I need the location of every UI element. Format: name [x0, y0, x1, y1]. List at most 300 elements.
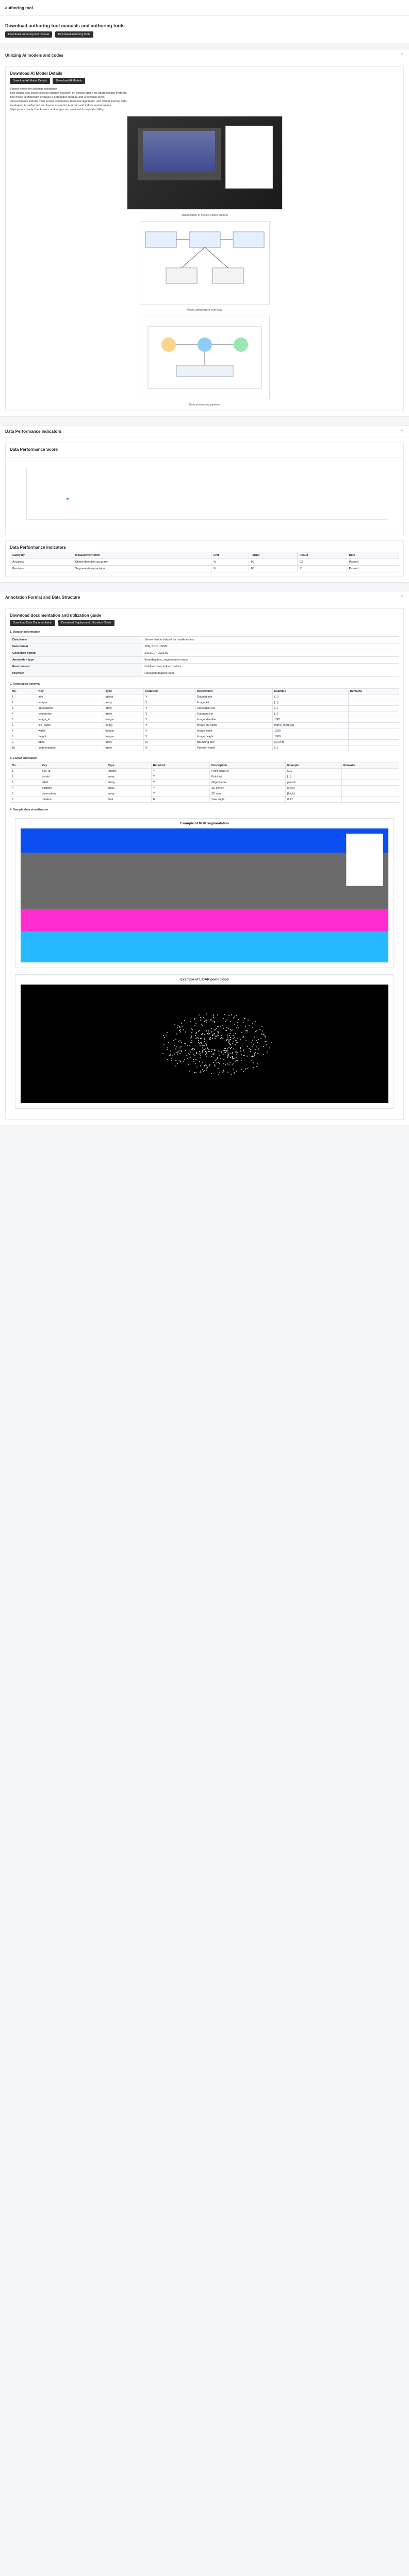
- table-cell: Passed: [347, 566, 399, 572]
- performance-chart: [6, 457, 403, 535]
- lidar-point: [223, 1063, 224, 1064]
- performance-chart-svg: [6, 457, 403, 535]
- lidar-point: [217, 1014, 218, 1015]
- lidar-point: [226, 1020, 227, 1021]
- lidar-point: [218, 1074, 219, 1075]
- lidar-point: [247, 1056, 248, 1057]
- lidar-point: [221, 1035, 222, 1036]
- lidar-point: [214, 1029, 215, 1030]
- lidar-point: [211, 1073, 212, 1074]
- table-cell: Accuracy: [10, 559, 73, 566]
- lidar-point: [209, 1033, 210, 1034]
- lidar-point: [256, 1040, 257, 1041]
- performance-table: [10, 552, 399, 572]
- download-documentation-button[interactable]: Download Data Documentation: [10, 620, 55, 626]
- lidar-point: [235, 1061, 236, 1062]
- lidar-point: [252, 1046, 253, 1047]
- lidar-point: [227, 1035, 228, 1036]
- chevron-up-icon[interactable]: ⌃: [401, 430, 404, 433]
- ai-section-title: Utilizing AI models and codes: [5, 53, 64, 58]
- annotation-section: [0, 591, 409, 1125]
- table-cell: 1920: [272, 728, 348, 734]
- lidar-point: [206, 1020, 207, 1021]
- lidar-point: [231, 1047, 232, 1048]
- lidar-point: [177, 1052, 178, 1053]
- ai-card-title: Download AI Model Details: [10, 71, 62, 76]
- ai-intro-line-2: This model was constructed to support research on sensor fusion for future robotic systems.: [10, 92, 127, 95]
- lidar-point: [193, 1054, 194, 1055]
- lidar-point: [220, 1058, 221, 1059]
- lidar-point: [251, 1060, 252, 1061]
- table-cell: Y: [143, 706, 195, 711]
- table-cell: 4: [10, 786, 40, 791]
- lidar-point: [253, 1062, 254, 1063]
- table-cell: integer: [106, 769, 152, 774]
- lidar-point: [250, 1051, 251, 1052]
- lidar-point: [175, 1065, 176, 1066]
- lidar-point: [194, 1055, 195, 1056]
- table-cell: 90: [249, 559, 297, 566]
- table-cell: Annotation type: [10, 657, 142, 664]
- lidar-point: [217, 1057, 218, 1058]
- table-row: [10, 700, 399, 706]
- lidar-point: [195, 1063, 196, 1064]
- module-box: [166, 268, 197, 283]
- lidar-point: [236, 1054, 237, 1055]
- lidar-point: [238, 1019, 239, 1020]
- lidar-point: [206, 1056, 207, 1057]
- table-cell: array: [106, 786, 152, 791]
- table-cell: Image width: [195, 728, 273, 734]
- lidar-point: [208, 1051, 209, 1052]
- lidar-point: [177, 1054, 178, 1055]
- table-row: [10, 664, 399, 670]
- table-header: Key: [40, 763, 106, 769]
- lidar-point: [209, 1065, 210, 1066]
- table-cell: rotation: [40, 797, 106, 803]
- connector-line: [205, 247, 228, 268]
- lidar-point: [208, 1049, 209, 1050]
- table-row: [10, 650, 399, 657]
- lidar-point: [227, 1057, 228, 1058]
- lidar-point: [215, 1060, 216, 1061]
- lidar-point: [195, 1023, 197, 1024]
- lidar-point: [206, 1013, 207, 1014]
- download-manual-button[interactable]: Download authoring tool manual: [5, 31, 52, 38]
- table-cell: %: [211, 566, 249, 572]
- table-cell: Object label: [210, 780, 286, 786]
- fusion-visualization: [127, 116, 283, 210]
- table-cell: Collection period: [10, 650, 142, 657]
- sample-rgb: [15, 818, 394, 968]
- lidar-schema-title: 3. LiDAR annotation: [10, 757, 38, 760]
- lidar-point: [266, 1044, 267, 1045]
- lidar-point: [200, 1057, 201, 1058]
- table-row: [10, 637, 399, 643]
- lidar-point: [243, 1022, 244, 1023]
- table-cell: Y: [143, 717, 195, 723]
- schema-title: 2. Annotation schema: [10, 683, 40, 686]
- table-cell: array: [106, 774, 152, 780]
- lidar-point: [202, 1050, 203, 1051]
- lidar-point: [219, 1055, 220, 1056]
- table-row: [10, 791, 399, 797]
- lidar-point: [237, 1060, 238, 1061]
- lidar-point: [191, 1037, 192, 1038]
- lidar-point: [215, 1065, 216, 1066]
- table-cell: Y: [143, 711, 195, 717]
- lidar-point: [174, 1054, 175, 1055]
- table-row: [10, 670, 399, 677]
- lidar-point: [249, 1048, 250, 1049]
- table-cell: Passed: [347, 559, 399, 566]
- table-header: Description: [195, 689, 273, 694]
- table-cell: label: [40, 780, 106, 786]
- table-header: Measurement Item: [73, 552, 211, 559]
- table-cell: 1001: [272, 717, 348, 723]
- lidar-point: [230, 1057, 231, 1058]
- lidar-point: [232, 1053, 233, 1054]
- lidar-point: [232, 1052, 233, 1053]
- lidar-point: [226, 1040, 227, 1041]
- lidar-point: [237, 1025, 238, 1026]
- table-cell: 9: [10, 740, 37, 745]
- annotation-card: [5, 608, 404, 1120]
- table-cell: [341, 780, 399, 786]
- lidar-point: [195, 1033, 197, 1034]
- table-row: [10, 723, 399, 728]
- lidar-point: [255, 1052, 256, 1053]
- lidar-point: [205, 1051, 206, 1052]
- lidar-point: [184, 1059, 185, 1060]
- lidar-point: [227, 1063, 228, 1064]
- lidar-point: [202, 1047, 203, 1048]
- lidar-point: [233, 1041, 234, 1042]
- lidar-point: [263, 1054, 264, 1055]
- performance-section-title: Data Performance Indicators: [5, 429, 61, 434]
- lidar-point: [220, 1026, 221, 1027]
- lidar-point: [204, 1039, 205, 1040]
- lidar-point: [188, 1053, 189, 1054]
- lidar-point: [181, 1046, 182, 1047]
- figure1-caption: Visualization of sensor fusion outputs: [181, 214, 228, 217]
- module-box: [189, 232, 220, 247]
- table-cell: JPG, PCD, JSON: [142, 643, 399, 650]
- table-row: [10, 774, 399, 780]
- lidar-point: [206, 1067, 207, 1069]
- lidar-point: [237, 1052, 238, 1053]
- lidar-point: [199, 1014, 200, 1015]
- lidar-point: [164, 1037, 165, 1038]
- lidar-point: [245, 1026, 246, 1027]
- lidar-point: [246, 1040, 247, 1041]
- table-cell: Image height: [195, 734, 273, 740]
- download-tools-button[interactable]: Download authoring tools: [55, 31, 93, 38]
- annotation-card-title: Download documentation and utilization guide: [10, 613, 102, 618]
- lidar-point: [230, 1062, 231, 1063]
- lidar-point: [163, 1044, 165, 1045]
- table-cell: array: [106, 791, 152, 797]
- lidar-point: [243, 1036, 244, 1037]
- lidar-point: [195, 1072, 197, 1073]
- lidar-point: [177, 1025, 178, 1026]
- lidar-point: [214, 1033, 215, 1035]
- lidar-point: [240, 1050, 241, 1052]
- download-ai-details-button[interactable]: Download AI Model Details: [10, 78, 50, 84]
- lidar-point: [179, 1040, 181, 1041]
- lidar-point: [202, 1025, 203, 1026]
- lidar-point: [211, 1028, 212, 1029]
- lidar-point: [200, 1055, 201, 1056]
- lidar-point: [195, 1038, 197, 1039]
- lidar-point: [223, 1071, 224, 1072]
- lidar-point: [211, 1051, 212, 1052]
- table-cell: [...]: [286, 774, 342, 780]
- table-cell: array: [104, 745, 143, 751]
- ai-intro-line-6: Deployment ready checkpoints and scripts are provided for reproducibility.: [10, 108, 105, 111]
- lidar-point: [234, 1037, 235, 1038]
- lidar-point: [229, 1035, 230, 1036]
- lidar-point: [177, 1063, 178, 1064]
- lidar-point: [210, 1037, 211, 1038]
- lidar-point: [256, 1066, 257, 1067]
- table-cell: 501: [286, 769, 342, 774]
- table-cell: 6: [10, 797, 40, 803]
- lidar-point: [227, 1072, 228, 1073]
- table-row: [10, 706, 399, 711]
- table-cell: [341, 774, 399, 780]
- table-cell: [341, 797, 399, 803]
- lidar-point: [240, 1048, 241, 1049]
- performance-section: [0, 425, 409, 583]
- lidar-point: [172, 1055, 173, 1056]
- lidar-point: [218, 1062, 219, 1063]
- lidar-point: [236, 1042, 237, 1043]
- lidar-point: [243, 1071, 244, 1072]
- table-cell: dimensions: [40, 791, 106, 797]
- table-cell: [x,y,w,h]: [272, 740, 348, 745]
- table-header: No.: [10, 689, 37, 694]
- lidar-point: [191, 1040, 192, 1041]
- table-cell: array: [104, 740, 143, 745]
- lidar-point: [186, 1055, 187, 1056]
- lidar-point: [241, 1060, 242, 1061]
- ai-intro-line-5: Evaluation is performed on diverse scenarios in urban and indoor environments.: [10, 104, 112, 107]
- lidar-point: [190, 1057, 191, 1058]
- performance-chart-title: Data Performance Score: [10, 447, 58, 452]
- table-cell: 6: [10, 723, 37, 728]
- chevron-up-icon[interactable]: ⌃: [401, 54, 404, 57]
- table-row: [10, 657, 399, 664]
- lidar-point: [247, 1068, 248, 1069]
- table-cell: Sensor fusion dataset for mobile robots: [142, 637, 399, 643]
- chart-point: [67, 498, 69, 500]
- table-row: [10, 717, 399, 723]
- download-hero: [0, 16, 409, 43]
- lidar-point: [238, 1027, 239, 1028]
- performance-table-title: Data Performance Indicators: [10, 545, 66, 550]
- lidar-point: [219, 1072, 220, 1073]
- lidar-point: [206, 1065, 207, 1066]
- lidar-point: [244, 1055, 245, 1056]
- table-cell: [348, 706, 399, 711]
- table-cell: 92: [297, 559, 347, 566]
- lidar-point: [234, 1024, 235, 1025]
- table-header: Key: [37, 689, 104, 694]
- table-cell: image_id: [37, 717, 104, 723]
- ai-section: [0, 49, 409, 417]
- table-header: Result: [297, 552, 347, 559]
- lidar-point: [176, 1033, 177, 1035]
- lidar-point: [263, 1046, 264, 1047]
- table-cell: annotations: [37, 706, 104, 711]
- meta-table-title: 1. Dataset information: [10, 631, 40, 634]
- table-header: Example: [272, 689, 348, 694]
- table-cell: 8: [10, 734, 37, 740]
- table-cell: integer: [104, 734, 143, 740]
- lidar-point: [265, 1036, 266, 1037]
- lidar-point: [223, 1028, 224, 1029]
- lidar-point: [197, 1066, 198, 1067]
- table-header: Category: [10, 552, 73, 559]
- annotation-section-header[interactable]: [0, 591, 409, 603]
- lidar-point: [213, 1017, 214, 1018]
- lidar-point: [219, 1063, 220, 1064]
- lidar-point: [257, 1042, 258, 1043]
- lidar-point: [244, 1018, 245, 1019]
- table-cell: Data format: [10, 643, 142, 650]
- lidar-point: [228, 1064, 230, 1065]
- lidar-point: [199, 1054, 200, 1055]
- lidar-point: [230, 1039, 231, 1040]
- ai-section-header[interactable]: [0, 49, 409, 61]
- lidar-point: [180, 1031, 181, 1032]
- lidar-point: [227, 1048, 228, 1049]
- lidar-point: [174, 1024, 175, 1025]
- chevron-up-icon[interactable]: ⌃: [401, 596, 404, 599]
- lidar-point: [232, 1057, 233, 1058]
- table-cell: categories: [37, 711, 104, 717]
- lidar-point: [227, 1039, 228, 1040]
- lidar-point: [225, 1021, 226, 1022]
- lidar-point: [206, 1053, 207, 1054]
- lidar-point: [195, 1035, 196, 1036]
- module-box: [145, 232, 176, 247]
- table-cell: Precision: [10, 566, 73, 572]
- lidar-point: [199, 1043, 200, 1044]
- lidar-point: [209, 1039, 210, 1040]
- lidar-point: [261, 1033, 262, 1035]
- lidar-point: [232, 1064, 233, 1065]
- download-guide-button[interactable]: Download Deployment Utilization Guide: [58, 620, 114, 626]
- lidar-point: [206, 1070, 207, 1071]
- lidar-point: [216, 1062, 217, 1063]
- table-cell: file_name: [37, 723, 104, 728]
- table-cell: Y: [143, 700, 195, 706]
- table-cell: Y: [151, 791, 209, 797]
- table-row: [10, 734, 399, 740]
- lidar-point: [265, 1037, 266, 1038]
- lidar-point: [209, 1051, 210, 1052]
- lidar-point: [223, 1054, 224, 1055]
- table-cell: [...]: [272, 706, 348, 711]
- lidar-point: [204, 1034, 205, 1035]
- table-cell: 3D center: [210, 786, 286, 791]
- lidar-point: [230, 1048, 231, 1049]
- lidar-point: [180, 1029, 181, 1030]
- table-cell: 1080: [272, 734, 348, 740]
- lidar-point: [237, 1022, 238, 1023]
- table-cell: 1: [10, 769, 40, 774]
- lidar-point: [170, 1055, 171, 1056]
- lidar-point: [228, 1028, 229, 1029]
- lidar-point: [217, 1058, 218, 1059]
- lidar-point: [202, 1069, 203, 1070]
- lidar-point: [233, 1038, 234, 1039]
- table-cell: bbox: [37, 740, 104, 745]
- performance-section-header[interactable]: [0, 426, 409, 437]
- schema-table: [10, 688, 399, 751]
- pipeline-diagram: [140, 316, 270, 399]
- lidar-point: [235, 1033, 236, 1034]
- lidar-point: [227, 1053, 228, 1054]
- table-cell: [341, 769, 399, 774]
- module-box: [233, 232, 264, 247]
- table-cell: Research dataset team: [142, 670, 399, 677]
- lidar-point: [200, 1020, 201, 1021]
- legend-panel: [346, 834, 383, 886]
- table-cell: [348, 740, 399, 745]
- lidar-point: [262, 1030, 263, 1031]
- table-cell: array: [104, 711, 143, 717]
- lidar-point: [220, 1038, 221, 1039]
- lidar-point: [212, 1015, 214, 1016]
- table-cell: 2023.01 ~ 2023.09: [142, 650, 399, 657]
- lidar-point: [208, 1031, 209, 1032]
- lidar-point: [228, 1015, 230, 1016]
- lidar-point: [222, 1025, 223, 1026]
- lidar-point: [237, 1042, 238, 1043]
- lidar-point: [213, 1054, 214, 1055]
- table-cell: Bounding box, segmentation mask: [142, 657, 399, 664]
- lidar-point: [243, 1050, 244, 1052]
- table-cell: 5: [10, 717, 37, 723]
- table-cell: 2: [10, 774, 40, 780]
- lidar-point: [176, 1046, 177, 1047]
- table-cell: Y: [143, 723, 195, 728]
- table-cell: {...}: [272, 694, 348, 700]
- lidar-point: [226, 1051, 227, 1052]
- table-row: [10, 711, 399, 717]
- lidar-point: [177, 1027, 178, 1028]
- table-cell: [l,w,h]: [286, 791, 342, 797]
- node-circle: [161, 337, 176, 352]
- table-cell: 1: [10, 694, 37, 700]
- lidar-point: [170, 1054, 171, 1055]
- lidar-point: [185, 1050, 186, 1051]
- lidar-point: [189, 1045, 190, 1046]
- lidar-point: [252, 1023, 253, 1024]
- lidar-point: [271, 1042, 272, 1043]
- table-cell: 5: [10, 791, 40, 797]
- download-ai-models-button[interactable]: Download AI Models: [53, 78, 85, 84]
- lidar-point: [210, 1039, 211, 1040]
- lidar-point: [205, 1020, 206, 1021]
- lidar-point: [218, 1031, 219, 1032]
- table-cell: Polygon mask: [195, 745, 273, 751]
- top-bar: [0, 0, 409, 16]
- table-cell: points: [40, 774, 106, 780]
